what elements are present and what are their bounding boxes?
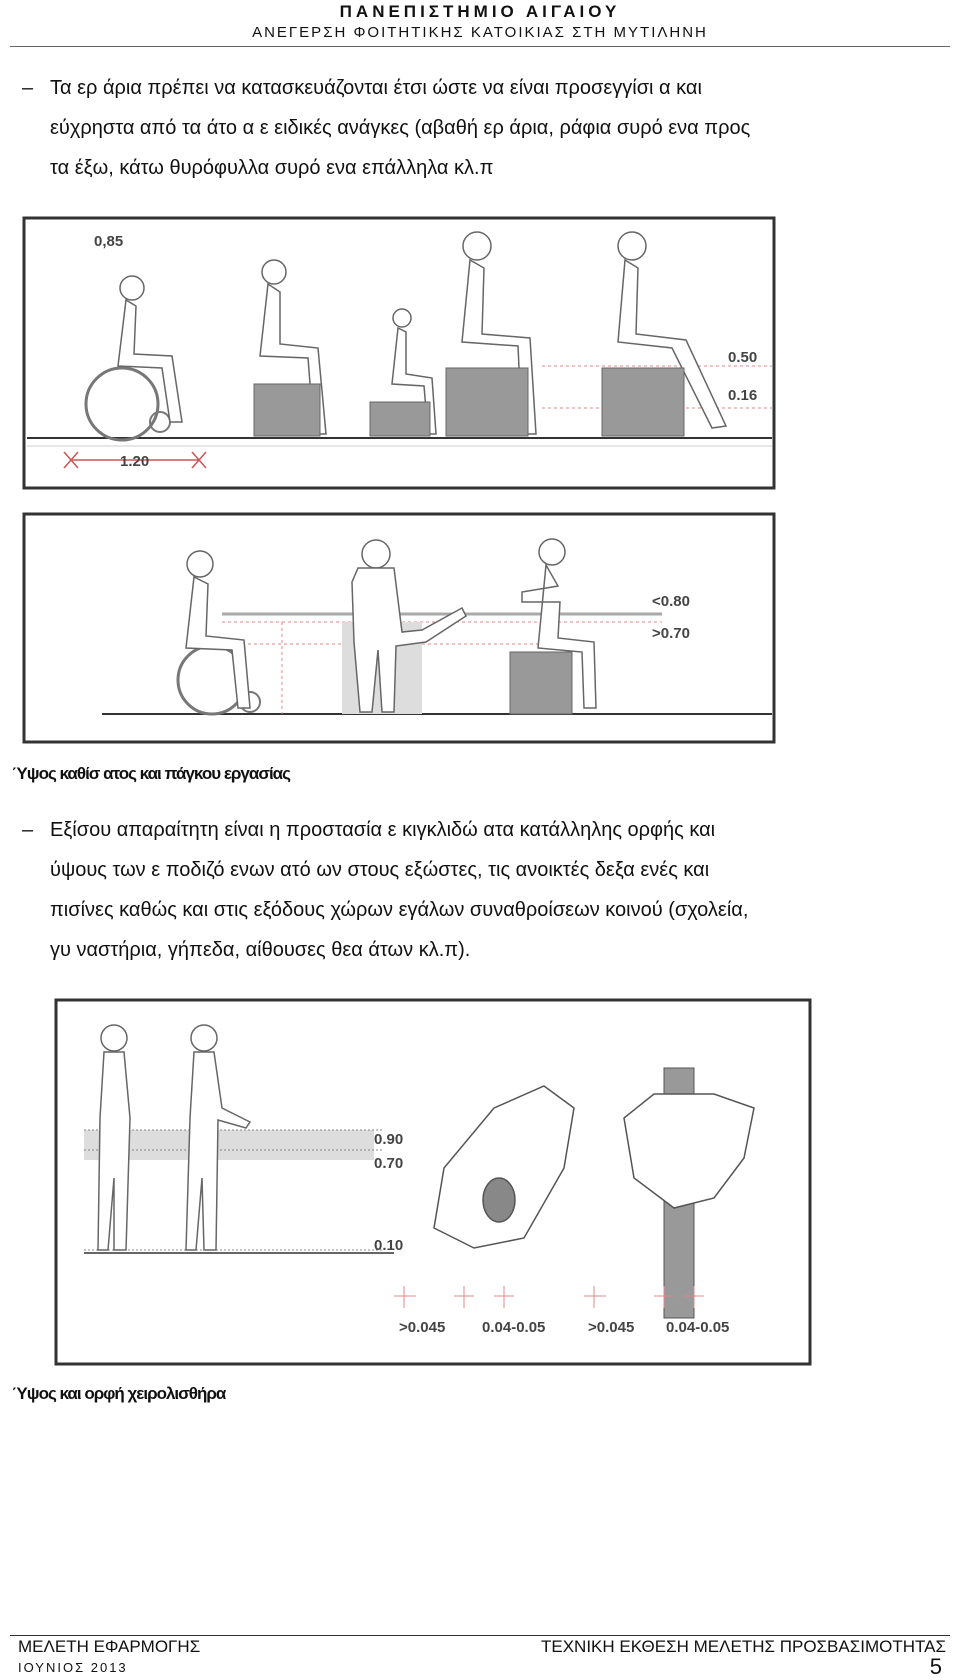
- seat-block: [510, 652, 572, 714]
- footer-left: ΜΕΛΕΤΗ ΕΦΑΡΜΟΓΗΣ: [18, 1637, 201, 1656]
- paragraph-counters: [22, 68, 947, 188]
- footer-date: ΙΟΥΝΙΟΣ 2013: [18, 1660, 128, 1675]
- page-number: 5: [929, 1654, 942, 1679]
- seating-height-figure: [22, 216, 778, 494]
- para2-line2: ύψους των ε ποδιζό ενων ατό ων στους εξώστες, τις ανοικτές δεξα ενές και: [50, 859, 710, 881]
- para1-line3: τα έξω, κάτω θυρόφυλλα συρό ενα επάλληλα κλ.π: [50, 157, 494, 179]
- label-gap-2: >0.045: [588, 1319, 635, 1336]
- label-max-080: <0.80: [652, 593, 690, 610]
- seat-block: [370, 402, 430, 436]
- header-divider: [10, 46, 950, 47]
- label-diameter-1: 0.04-0.05: [482, 1319, 546, 1336]
- handrail-figure: [54, 998, 814, 1370]
- label-diameter-2: 0.04-0.05: [666, 1319, 730, 1336]
- label-090: 0.90: [374, 1131, 404, 1148]
- para2-line3: πισίνες καθώς και στις εξόδους χώρων εγάλων συναθροίσεων κοινού (σχολεία,: [50, 899, 749, 921]
- label-min-070: >0.70: [652, 625, 690, 642]
- seat-block: [602, 368, 684, 436]
- label-gap-1: >0.045: [399, 1319, 446, 1336]
- paragraph-railings: [22, 810, 947, 970]
- para2-line1: Εξίσου απαραίτητη είναι η προστασία ε κιγκλιδώ ατα κατάλληλης ορφής και: [50, 819, 716, 841]
- label-050: 0.50: [728, 349, 758, 366]
- work-counter-figure: [22, 512, 778, 748]
- university-title: ΠΑΝΕΠΙΣΤΗΜΙΟ ΑΙΓΑΙΟΥ: [339, 2, 621, 21]
- label-070: 0.70: [374, 1155, 404, 1172]
- seat-block: [446, 368, 528, 436]
- label-016: 0.16: [728, 387, 758, 404]
- para1-line1: Τα ερ άρια πρέπει να κατασκευάζονται έτσι ώστε να είναι προσεγγίσι α και: [50, 77, 702, 99]
- seat-block: [254, 384, 320, 436]
- para2-line4: γυ ναστήρια, γήπεδα, αίθουσες θεα άτων κλ.π).: [50, 939, 471, 961]
- footer-divider: [10, 1635, 950, 1636]
- bullet-dash: –: [22, 77, 34, 99]
- label-120: 1.20: [120, 453, 150, 470]
- figure-caption-seating: Ύψος καθίσ ατος και πάγκου εργασίας: [12, 764, 290, 783]
- label-010: 0.10: [374, 1237, 404, 1254]
- label-085: 0,85: [94, 233, 124, 250]
- page-header: [0, 0, 960, 41]
- bullet-dash: –: [22, 819, 34, 841]
- footer-right: ΤΕΧΝΙΚΗ ΕΚΘΕΣΗ ΜΕΛΕΤΗΣ ΠΡΟΣΒΑΣΙΜΟΤΗΤΑΣ: [541, 1637, 946, 1656]
- figure-caption-handrail: Ύψος και ορφή χειρολισθήρα: [12, 1384, 226, 1403]
- project-title: ΑΝΕΓΕΡΣΗ ΦΟΙΤΗΤΙΚΗΣ ΚΑΤΟΙΚΙΑΣ ΣΤΗ ΜΥΤΙΛΗΝΗ: [252, 24, 708, 41]
- para1-line2: εύχρηστα από τα άτο α ε ειδικές ανάγκες (αβαθή ερ άρια, ράφια συρό ενα προς: [50, 117, 751, 139]
